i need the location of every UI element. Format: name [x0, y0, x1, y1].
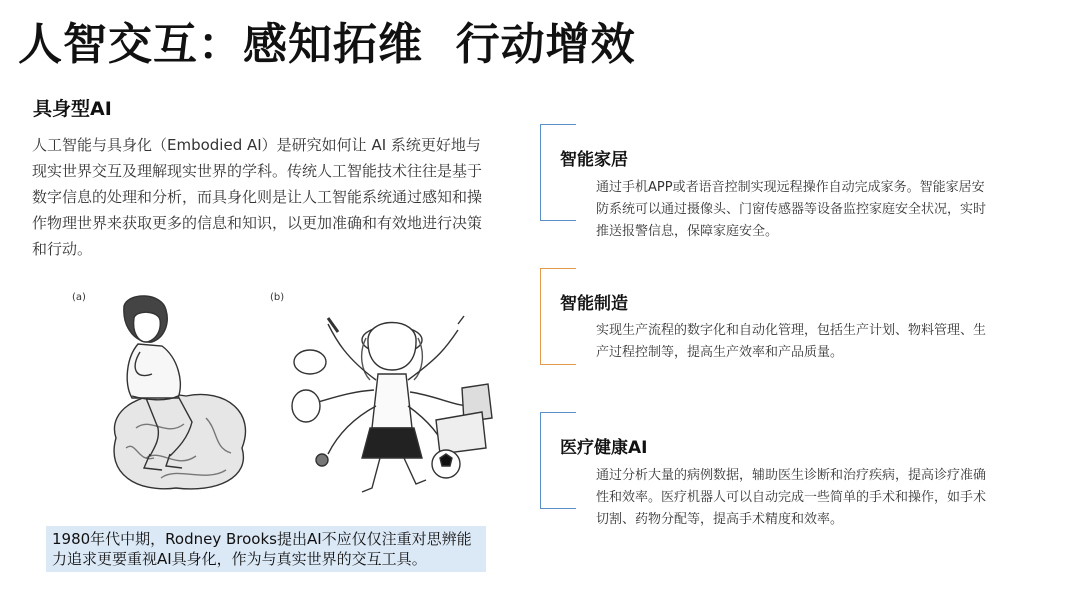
intro-paragraph: 人工智能与具身化（Embodied AI）是研究如何让 AI 系统更好地与现实世界交互及理解现实世界的学科。传统人工智能技术往往是基于数字信息的处理和分析，而具身化则是让人工智能系统通过感知和操作物理世界来获取更多的信息和知识，以更加准确和有效地进行决策和行动。: [32, 136, 483, 258]
card-smart-manufacturing: [540, 268, 1000, 368]
embodied-ai-illustration: [66, 288, 496, 510]
card-bracket: [540, 124, 576, 221]
card-bracket: [540, 412, 576, 509]
card-title: 智能制造: [560, 294, 628, 314]
card-description: 通过分析大量的病例数据，辅助医生诊断和治疗疾病，提高诊疗准确性和效率。医疗机器人可以自动完成一些简单的手术和操作，如手术切割、药物分配等，提高手术精度和效率。: [596, 468, 987, 527]
caption-box: 1980年代中期，Rodney Brooks提出AI不应仅仅注重对思辨能力追求更要重视AI具身化，作为与真实世界的交互工具。: [46, 526, 486, 572]
multi-armed-girl-sketch: [292, 316, 492, 492]
thinker-on-brain-sketch: [114, 296, 245, 489]
illustration-drawing: [66, 288, 496, 510]
card-bracket: [540, 268, 576, 365]
card-title: 医疗健康AI: [560, 438, 648, 458]
figure-label-b: (b): [270, 292, 285, 303]
figure-label-a: (a): [72, 292, 86, 303]
card-title: 智能家居: [560, 150, 628, 170]
card-medical-ai: [540, 412, 1000, 527]
section-title: 具身型AI: [33, 98, 112, 120]
card-smart-home: [540, 124, 1000, 239]
card-description: 通过手机APP或者语音控制实现远程操作自动完成家务。智能家居安防系统可以通过摄像头、门窗传感器等设备监控家庭安全状况，实时推送报警信息，保障家庭安全。: [596, 180, 987, 239]
card-description: 实现生产流程的数字化和自动化管理，包括生产计划、物料管理、生产过程控制等，提高生产效率和产品质量。: [596, 323, 987, 360]
page-title: 人智交互：感知拓维 行动增效: [18, 19, 636, 70]
